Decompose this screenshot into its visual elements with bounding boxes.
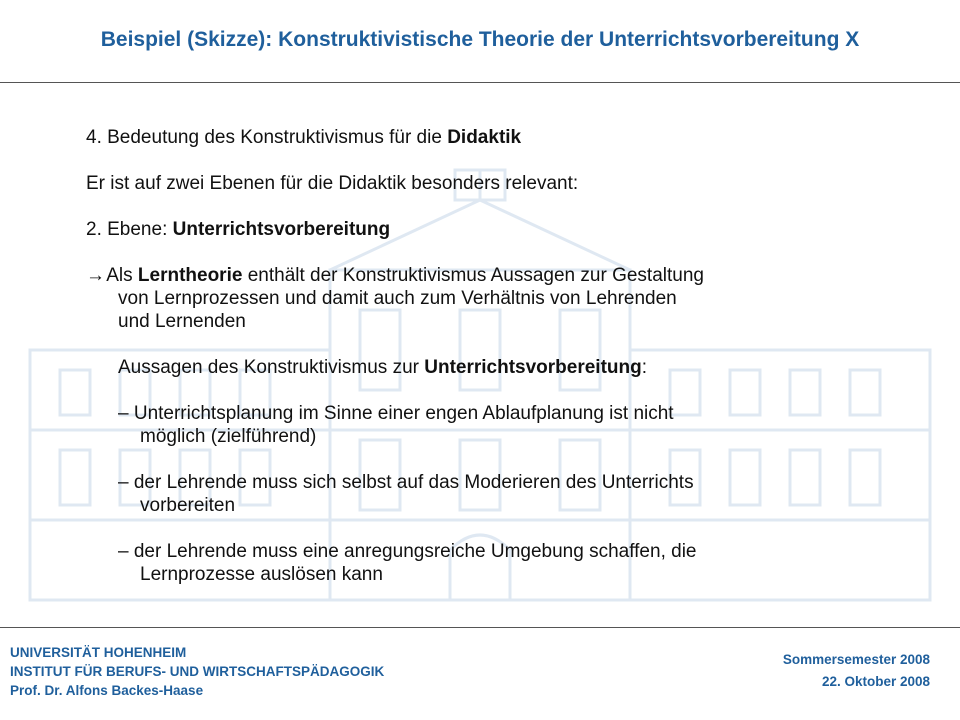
bullet-1-line1: – Unterrichtsplanung im Sinne einer engen Ablaufplanung ist nicht xyxy=(118,403,674,424)
footer-university: UNIVERSITÄT HOHENHEIM xyxy=(10,645,187,660)
footer-professor: Prof. Dr. Alfons Backes-Haase xyxy=(10,683,204,698)
bullet-3-line2: Lernprozesse auslösen kann xyxy=(140,564,383,585)
footer-dates xyxy=(783,649,930,693)
arrow-paragraph xyxy=(86,264,704,287)
arrow-text-pre: Als xyxy=(102,265,138,286)
bullet-1-line2: möglich (zielführend) xyxy=(140,426,317,447)
section-heading-text: 4. Bedeutung des Konstruktivismus für die xyxy=(86,127,448,148)
bullet-3-line1: – der Lehrende muss eine anregungsreiche Umgebung schaffen, die xyxy=(118,541,697,562)
footer-institute: INSTITUT FÜR BERUFS- UND WIRTSCHAFTSPÄDAGOGIK xyxy=(10,664,385,679)
footer-divider xyxy=(0,627,960,628)
footer-date: 22. Oktober 2008 xyxy=(821,674,930,689)
level-heading-text: 2. Ebene: xyxy=(86,219,173,240)
arrow-text-bold: Lerntheorie xyxy=(137,265,243,286)
arrow-paragraph-line3: und Lernenden xyxy=(118,311,246,332)
statements-text-post: : xyxy=(641,357,648,378)
footer-semester: Sommersemester 2008 xyxy=(782,652,930,667)
bullet-2-line1: – der Lehrende muss sich selbst auf das Moderieren des Unterrichts xyxy=(118,472,694,493)
arrow-paragraph-line2: von Lernprozessen und damit auch zum Verhältnis von Lehrenden xyxy=(118,288,677,309)
page-title: Beispiel (Skizze): Konstruktivistische Theorie der Unterrichtsvorbereitung X xyxy=(100,28,860,51)
header-divider xyxy=(0,82,960,83)
bullet-2-line2: vorbereiten xyxy=(140,495,236,516)
section-heading-bold: Didaktik xyxy=(447,127,522,148)
arrow-text-post: enthält der Konstruktivismus Aussagen zur Gestaltung xyxy=(242,265,704,286)
section-heading xyxy=(86,126,521,149)
statements-text-bold: Unterrichtsvorbereitung xyxy=(424,357,642,378)
statements-text-pre: Aussagen des Konstruktivismus zur xyxy=(118,357,425,378)
footer-institution xyxy=(10,643,384,700)
level-heading-bold: Unterrichtsvorbereitung xyxy=(172,219,391,240)
arrow-right-icon: → xyxy=(86,265,105,286)
statements-heading xyxy=(118,356,647,379)
intro-text: Er ist auf zwei Ebenen für die Didaktik besonders relevant: xyxy=(86,173,579,194)
level-heading xyxy=(86,218,390,241)
